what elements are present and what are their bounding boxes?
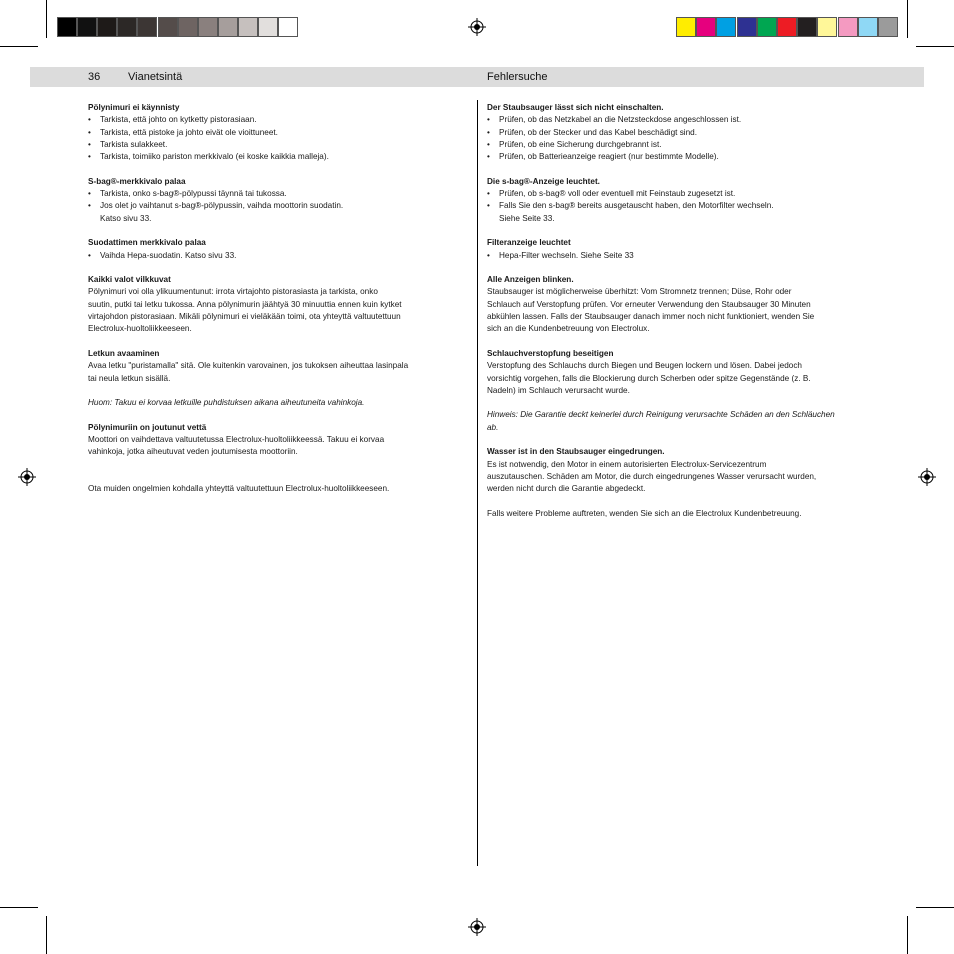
registration-mark-icon — [468, 18, 486, 36]
list-item-continuation: Siehe Seite 33. — [499, 213, 555, 223]
body-line: Nadeln) im Schlauch verursacht wurde. — [487, 385, 630, 395]
section-heading: Alle Anzeigen blinken. — [487, 275, 574, 285]
section-heading: Kaikki valot vilkkuvat — [88, 275, 171, 285]
note-line: ab. — [487, 422, 499, 432]
color-swatch — [797, 17, 817, 37]
bullet-list — [487, 250, 873, 262]
section — [88, 422, 466, 459]
body-line: Moottori on vaihdettava valtuutetussa Electrolux-huoltoliikkeessä. Takuu ei korvaa — [88, 435, 385, 445]
body-line: Electrolux-huoltoliikkeeseen. — [88, 324, 192, 334]
warranty-note: Huom: Takuu ei korvaa letkuille puhdistuksen aikana aiheutuneita vahinkoja. — [88, 398, 365, 408]
registration-mark-icon — [18, 468, 36, 486]
body-line: Verstopfung des Schlauchs durch Biegen und Beugen lockern und lösen. Dabei jedoch — [487, 361, 802, 371]
list-item-text: Falls Sie den s-bag® bereits ausgetauscht haben, den Motorfilter wechseln. — [499, 201, 774, 211]
color-swatch — [838, 17, 858, 37]
list-item: • Vaihda Hepa-suodatin. Katso sivu 33. — [88, 250, 466, 262]
list-item: • Tarkista sulakkeet. — [88, 139, 466, 151]
body-line: sich an die Kundenbetreuung von Electrolux. — [487, 324, 650, 334]
section-heading: Wasser ist in den Staubsauger eingedrungen. — [487, 447, 665, 457]
body-line: vorsichtig vorgehen, falls die Blockierung durch Scherben oder spitze Gegenstände (z. B. — [487, 373, 811, 383]
section-heading: Filteranzeige leuchtet — [487, 238, 571, 248]
closing-line: Falls weitere Probleme auftreten, wenden Sie sich an die Electrolux Kundenbetreuung. — [487, 508, 802, 518]
body-line: Avaa letku "puristamalla" sitä. Ole kuitenkin varovainen, jos tukoksen aiheuttaa lasinpala — [88, 361, 409, 371]
list-item: • Tarkista, että johto on kytketty pistorasiaan. — [88, 114, 466, 126]
section-heading: Schlauchverstopfung beseitigen — [487, 348, 614, 358]
grey-swatch — [117, 17, 137, 37]
list-item: • Prüfen, ob s-bag® voll oder eventuell mit Feinstaub zugesetzt ist. — [487, 188, 873, 200]
grey-swatch — [77, 17, 97, 37]
bullet-list — [88, 250, 466, 262]
warranty-note — [487, 409, 873, 434]
section — [88, 176, 466, 225]
grey-swatch — [218, 17, 238, 37]
section — [88, 274, 466, 335]
body-line: werden nicht durch die Garantie abgedeckt. — [487, 484, 646, 494]
bullet-list — [88, 188, 466, 225]
crop-mark — [0, 907, 38, 908]
body-line: auszutauschen. Schäden am Motor, die durch eingedrungenes Wasser verursacht wurden, — [487, 471, 817, 481]
color-swatch — [858, 17, 878, 37]
color-swatch — [676, 17, 696, 37]
grey-swatch — [238, 17, 258, 37]
color-swatch — [716, 17, 736, 37]
crop-mark — [46, 916, 47, 954]
list-item: • Prüfen, ob das Netzkabel an die Netzsteckdose angeschlossen ist. — [487, 114, 873, 126]
section — [487, 237, 873, 262]
grey-swatch — [158, 17, 178, 37]
section-heading: Pölynimuri ei käynnisty — [88, 103, 180, 112]
section-heading: Suodattimen merkkivalo palaa — [88, 238, 206, 248]
crop-mark — [916, 46, 954, 47]
list-item-text: Jos olet jo vaihtanut s-bag®-pölypussin, vaihda moottorin suodatin. — [100, 201, 344, 211]
section — [88, 102, 466, 163]
note-line: Hinweis: Die Garantie deckt keinerlei durch Reinigung verursachte Schäden an den Schläuchen — [487, 410, 835, 420]
section — [487, 348, 873, 397]
list-item: • Prüfen, ob Batterieanzeige reagiert (nur bestimmte Modelle). — [487, 151, 873, 163]
crop-mark — [916, 907, 954, 908]
grey-swatch — [198, 17, 218, 37]
crop-mark — [46, 0, 47, 38]
section — [487, 274, 873, 335]
body-line: Staubsauger ist möglicherweise überhitzt: Vom Stromnetz trennen; Düse, Rohr oder — [487, 287, 792, 297]
body-line: tai neula letkun sisällä. — [88, 373, 171, 383]
left-page-title: Vianetsintä — [128, 71, 183, 83]
grey-swatch — [178, 17, 198, 37]
section-heading: Letkun avaaminen — [88, 348, 160, 358]
bullet-list — [88, 114, 466, 163]
page-number: 36 — [88, 71, 101, 83]
right-page-title: Fehlersuche — [487, 71, 548, 83]
crop-mark — [907, 0, 908, 38]
body-line: virtajohdon pistorasiaan. Mikäli pölynimuri ei vieläkään toimi, ota yhteyttä valtuutettuun — [88, 312, 401, 322]
list-item: • Prüfen, ob der Stecker und das Kabel beschädigt sind. — [487, 127, 873, 139]
color-swatch — [878, 17, 898, 37]
crop-mark — [0, 46, 38, 47]
section — [487, 176, 873, 225]
section — [88, 348, 466, 385]
list-item: • Tarkista, toimiiko pariston merkkivalo (ei koske kaikkia malleja). — [88, 151, 466, 163]
bullet-list — [487, 188, 873, 225]
list-item — [487, 200, 873, 225]
section-heading: Pölynimuriin on joutunut vettä — [88, 422, 207, 432]
left-column — [88, 102, 466, 496]
list-item: • Hepa-Filter wechseln. Siehe Seite 33 — [487, 250, 873, 262]
grey-swatch — [57, 17, 77, 37]
column-divider — [477, 100, 478, 866]
section — [88, 237, 466, 262]
body-line: Es ist notwendig, den Motor in einem autorisierten Electrolux-Servicezentrum — [487, 459, 767, 469]
body-line: vahinkoja, jotka aiheutuvat veden joutumisesta moottoriin. — [88, 447, 298, 457]
section-heading: Der Staubsauger lässt sich nicht einschalten. — [487, 103, 664, 112]
registration-mark-icon — [918, 468, 936, 486]
body-line: suutin, putki tai letku tukossa. Anna pölynimurin jäähtyä 30 minuuttia ennen kuin kytket — [88, 299, 402, 309]
color-swatch — [817, 17, 837, 37]
list-item-continuation: Katso sivu 33. — [100, 213, 152, 223]
grey-swatch — [278, 17, 298, 37]
section — [487, 446, 873, 495]
grey-swatch — [258, 17, 278, 37]
registration-mark-icon — [468, 918, 486, 936]
list-item: • Prüfen, ob eine Sicherung durchgebrannt ist. — [487, 139, 873, 151]
bullet-list — [487, 114, 873, 163]
color-swatch — [737, 17, 757, 37]
closing-line: Ota muiden ongelmien kohdalla yhteyttä valtuutettuun Electrolux-huoltoliikkeeseen. — [88, 484, 390, 494]
color-swatch — [777, 17, 797, 37]
section-heading: Die s-bag®-Anzeige leuchtet. — [487, 176, 600, 186]
grey-swatch — [97, 17, 117, 37]
right-column — [487, 102, 873, 520]
color-swatch — [696, 17, 716, 37]
section — [487, 102, 873, 163]
grey-swatch — [137, 17, 157, 37]
body-line: Pölynimuri voi olla ylikuumentunut: irrota virtajohto pistorasiasta ja tarkista, onko — [88, 287, 378, 297]
color-swatch — [757, 17, 777, 37]
list-item — [88, 200, 466, 225]
body-line: abkühlen lassen. Falls der Staubsauger danach immer noch nicht funktioniert, wenden Sie — [487, 312, 815, 322]
section-heading: S-bag®-merkkivalo palaa — [88, 176, 186, 186]
body-line: Schlauch auf Verstopfung prüfen. Vor erneuter Verwendung den Staubsauger 30 Minuten — [487, 299, 811, 309]
list-item: • Tarkista, onko s-bag®-pölypussi täynnä tai tukossa. — [88, 188, 466, 200]
crop-mark — [907, 916, 908, 954]
list-item: • Tarkista, että pistoke ja johto eivät ole vioittuneet. — [88, 127, 466, 139]
